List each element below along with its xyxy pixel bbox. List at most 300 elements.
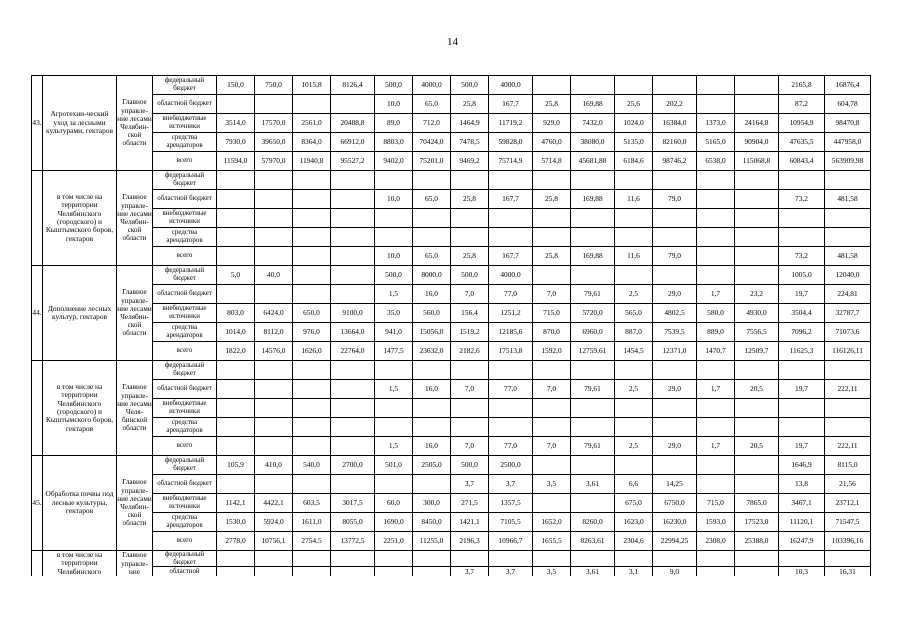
table-row xyxy=(32,567,871,577)
value-cell: 35,0 xyxy=(375,304,413,323)
value-cell xyxy=(331,418,375,437)
table-row xyxy=(32,133,871,152)
data-table xyxy=(31,75,871,576)
value-cell: 1611,0 xyxy=(293,513,331,532)
value-cell xyxy=(375,551,413,567)
value-cell xyxy=(615,551,653,567)
value-cell xyxy=(571,494,615,513)
value-cell xyxy=(735,76,779,95)
value-cell: 9469,2 xyxy=(451,152,489,171)
value-cell: 500,0 xyxy=(451,76,489,95)
value-cell: 25,8 xyxy=(451,247,489,266)
value-cell xyxy=(375,475,413,494)
value-cell: 75714,9 xyxy=(489,152,533,171)
value-cell xyxy=(615,418,653,437)
value-cell xyxy=(413,567,451,577)
value-cell: 25,8 xyxy=(451,95,489,114)
value-cell xyxy=(697,171,735,190)
value-cell: 7,0 xyxy=(451,285,489,304)
value-cell xyxy=(331,209,375,228)
value-cell xyxy=(697,247,735,266)
value-cell: 3514,0 xyxy=(217,114,255,133)
value-cell xyxy=(375,399,413,418)
value-cell xyxy=(451,551,489,567)
value-cell: 13664,0 xyxy=(331,323,375,342)
value-cell xyxy=(293,475,331,494)
value-cell xyxy=(653,171,697,190)
table-row xyxy=(32,494,871,513)
table-row xyxy=(32,361,871,380)
value-cell xyxy=(255,418,293,437)
value-cell: 5714,8 xyxy=(533,152,571,171)
value-cell: 2,5 xyxy=(615,437,653,456)
value-cell: 1,7 xyxy=(697,380,735,399)
value-cell xyxy=(413,418,451,437)
value-cell xyxy=(217,228,255,247)
value-cell xyxy=(533,171,571,190)
table-row xyxy=(32,152,871,171)
value-cell: 675,0 xyxy=(615,494,653,513)
executor: Главное управле-ние лесами Челя-бинской области xyxy=(117,361,153,456)
value-cell xyxy=(217,437,255,456)
value-cell: 14576,0 xyxy=(255,342,293,361)
value-cell xyxy=(825,171,871,190)
value-cell: 1,5 xyxy=(375,285,413,304)
activity-description: Агротехни-ческий уход за лесными культурами, гектаров xyxy=(43,76,117,171)
value-cell: 25388,0 xyxy=(735,532,779,551)
value-cell: 1519,2 xyxy=(451,323,489,342)
funding-source: всего xyxy=(153,247,217,266)
value-cell xyxy=(293,266,331,285)
value-cell: 167,7 xyxy=(489,247,533,266)
value-cell xyxy=(331,437,375,456)
value-cell xyxy=(653,209,697,228)
row-number xyxy=(32,361,43,456)
value-cell: 10,3 xyxy=(779,567,825,577)
value-cell: 59828,0 xyxy=(489,133,533,152)
value-cell xyxy=(255,209,293,228)
value-cell: 2,5 xyxy=(615,285,653,304)
value-cell: 16384,0 xyxy=(653,114,697,133)
funding-source: областной бюджет xyxy=(153,285,217,304)
value-cell: 3,7 xyxy=(489,567,533,577)
value-cell xyxy=(735,190,779,209)
value-cell: 4000,0 xyxy=(489,266,533,285)
value-cell xyxy=(331,285,375,304)
funding-source: внебюджетные источники xyxy=(153,304,217,323)
table-row xyxy=(32,437,871,456)
funding-source: федеральный бюджет xyxy=(153,171,217,190)
value-cell xyxy=(293,285,331,304)
value-cell: 7,0 xyxy=(533,437,571,456)
value-cell: 39650,0 xyxy=(255,133,293,152)
value-cell: 2778,0 xyxy=(217,532,255,551)
value-cell: 1,5 xyxy=(375,437,413,456)
value-cell xyxy=(217,171,255,190)
value-cell xyxy=(217,190,255,209)
value-cell: 150,0 xyxy=(217,76,255,95)
executor: Главное управле-ние лесами Челябин-ской области xyxy=(117,171,153,266)
value-cell xyxy=(825,228,871,247)
value-cell: 501,0 xyxy=(375,456,413,475)
row-number: 43. xyxy=(32,76,43,171)
funding-source: средства арендаторов xyxy=(153,418,217,437)
value-cell: 1593,0 xyxy=(697,513,735,532)
page-number: 14 xyxy=(447,36,458,48)
funding-source: внебюджетные источники xyxy=(153,494,217,513)
activity-description: в том числе на территории Челябинского xyxy=(43,551,117,577)
value-cell: 65,0 xyxy=(413,190,451,209)
value-cell xyxy=(331,266,375,285)
value-cell: 8364,0 xyxy=(293,133,331,152)
value-cell xyxy=(533,228,571,247)
table-row xyxy=(32,380,871,399)
value-cell: 1454,5 xyxy=(615,342,653,361)
value-cell: 12185,6 xyxy=(489,323,533,342)
table-row xyxy=(32,513,871,532)
value-cell: 3,1 xyxy=(615,567,653,577)
value-cell xyxy=(451,418,489,437)
value-cell: 8055,0 xyxy=(331,513,375,532)
value-cell xyxy=(697,76,735,95)
value-cell: 1530,0 xyxy=(217,513,255,532)
value-cell: 5924,0 xyxy=(255,513,293,532)
table-row xyxy=(32,228,871,247)
value-cell xyxy=(293,171,331,190)
value-cell: 16230,0 xyxy=(653,513,697,532)
table-row xyxy=(32,532,871,551)
value-cell: 1646,9 xyxy=(779,456,825,475)
value-cell: 2304,6 xyxy=(615,532,653,551)
value-cell: 116126,11 xyxy=(825,342,871,361)
value-cell xyxy=(413,228,451,247)
funding-source: федеральный бюджет xyxy=(153,76,217,95)
value-cell xyxy=(571,266,615,285)
value-cell xyxy=(533,399,571,418)
value-cell: 19,7 xyxy=(779,380,825,399)
value-cell: 13772,5 xyxy=(331,532,375,551)
value-cell: 11719,2 xyxy=(489,114,533,133)
value-cell: 7930,0 xyxy=(217,133,255,152)
value-cell xyxy=(331,551,375,567)
value-cell xyxy=(331,171,375,190)
value-cell: 887,0 xyxy=(615,323,653,342)
value-cell xyxy=(571,209,615,228)
value-cell xyxy=(331,190,375,209)
value-cell xyxy=(293,209,331,228)
value-cell: 2165,8 xyxy=(779,76,825,95)
value-cell xyxy=(615,456,653,475)
value-cell: 77,0 xyxy=(489,285,533,304)
value-cell: 25,8 xyxy=(533,190,571,209)
value-cell: 73,2 xyxy=(779,247,825,266)
value-cell: 1014,0 xyxy=(217,323,255,342)
funding-source: всего xyxy=(153,437,217,456)
value-cell: 29,0 xyxy=(653,380,697,399)
value-cell: 10954,9 xyxy=(779,114,825,133)
value-cell xyxy=(255,285,293,304)
value-cell xyxy=(533,266,571,285)
value-cell xyxy=(255,475,293,494)
value-cell xyxy=(255,380,293,399)
value-cell: 4760,0 xyxy=(533,133,571,152)
value-cell xyxy=(217,399,255,418)
value-cell: 7,0 xyxy=(533,380,571,399)
table-row xyxy=(32,190,871,209)
value-cell: 19,7 xyxy=(779,285,825,304)
value-cell: 2500,0 xyxy=(489,456,533,475)
value-cell: 11120,1 xyxy=(779,513,825,532)
value-cell xyxy=(413,361,451,380)
value-cell xyxy=(779,399,825,418)
value-cell: 889,0 xyxy=(697,323,735,342)
value-cell: 17570,0 xyxy=(255,114,293,133)
table-row xyxy=(32,247,871,266)
value-cell xyxy=(451,361,489,380)
value-cell: 712,0 xyxy=(413,114,451,133)
table-row xyxy=(32,399,871,418)
value-cell: 500,0 xyxy=(451,266,489,285)
value-cell xyxy=(653,399,697,418)
value-cell: 7,0 xyxy=(451,380,489,399)
value-cell: 16247,9 xyxy=(779,532,825,551)
value-cell: 23712,1 xyxy=(825,494,871,513)
value-cell: 77,0 xyxy=(489,437,533,456)
value-cell: 10,0 xyxy=(375,190,413,209)
value-cell: 22764,0 xyxy=(331,342,375,361)
value-cell: 11,6 xyxy=(615,247,653,266)
value-cell: 580,0 xyxy=(697,304,735,323)
value-cell xyxy=(735,228,779,247)
value-cell: 10966,7 xyxy=(489,532,533,551)
funding-source: всего xyxy=(153,152,217,171)
activity-description: Дополнение лесных культур, гектаров xyxy=(43,266,117,361)
value-cell: 115068,8 xyxy=(735,152,779,171)
value-cell: 1477,5 xyxy=(375,342,413,361)
value-cell: 1015,8 xyxy=(293,76,331,95)
value-cell xyxy=(615,399,653,418)
value-cell xyxy=(653,456,697,475)
funding-source: всего xyxy=(153,342,217,361)
funding-source: федеральный бюджет xyxy=(153,266,217,285)
value-cell: 715,0 xyxy=(697,494,735,513)
value-cell: 12509,7 xyxy=(735,342,779,361)
value-cell: 87,2 xyxy=(779,95,825,114)
table-row xyxy=(32,95,871,114)
value-cell xyxy=(825,418,871,437)
value-cell: 11940,8 xyxy=(293,152,331,171)
value-cell: 7865,0 xyxy=(735,494,779,513)
value-cell xyxy=(735,95,779,114)
row-number: 45. xyxy=(32,456,43,551)
value-cell: 11255,0 xyxy=(413,532,451,551)
value-cell: 65,0 xyxy=(413,95,451,114)
funding-source: всего xyxy=(153,532,217,551)
value-cell: 7539,5 xyxy=(653,323,697,342)
value-cell: 481,58 xyxy=(825,247,871,266)
value-cell: 3,7 xyxy=(451,475,489,494)
value-cell xyxy=(697,228,735,247)
value-cell: 4802,5 xyxy=(653,304,697,323)
value-cell: 7105,5 xyxy=(489,513,533,532)
value-cell xyxy=(735,361,779,380)
value-cell: 65,0 xyxy=(413,247,451,266)
value-cell: 563909,98 xyxy=(825,152,871,171)
value-cell xyxy=(331,567,375,577)
value-cell xyxy=(217,551,255,567)
value-cell: 500,0 xyxy=(375,266,413,285)
value-cell xyxy=(293,418,331,437)
row-number xyxy=(32,551,43,577)
value-cell: 103396,16 xyxy=(825,532,871,551)
value-cell: 1464,9 xyxy=(451,114,489,133)
value-cell xyxy=(533,494,571,513)
value-cell: 1251,2 xyxy=(489,304,533,323)
funding-source: средства арендаторов xyxy=(153,133,217,152)
value-cell xyxy=(533,76,571,95)
value-cell: 5,0 xyxy=(217,266,255,285)
value-cell xyxy=(615,76,653,95)
value-cell xyxy=(217,95,255,114)
row-number xyxy=(32,171,43,266)
value-cell xyxy=(653,418,697,437)
value-cell: 2561,0 xyxy=(293,114,331,133)
value-cell: 20,5 xyxy=(735,437,779,456)
value-cell: 1005,0 xyxy=(779,266,825,285)
value-cell: 715,0 xyxy=(533,304,571,323)
value-cell: 79,61 xyxy=(571,437,615,456)
value-cell: 650,0 xyxy=(293,304,331,323)
value-cell xyxy=(489,228,533,247)
value-cell: 79,61 xyxy=(571,380,615,399)
value-cell: 45681,88 xyxy=(571,152,615,171)
value-cell: 17523,0 xyxy=(735,513,779,532)
value-cell: 300,0 xyxy=(413,494,451,513)
value-cell: 1,5 xyxy=(375,380,413,399)
value-cell xyxy=(255,399,293,418)
value-cell: 410,0 xyxy=(255,456,293,475)
value-cell xyxy=(255,437,293,456)
value-cell: 2505,0 xyxy=(413,456,451,475)
value-cell xyxy=(653,228,697,247)
value-cell xyxy=(293,399,331,418)
value-cell: 1,7 xyxy=(697,437,735,456)
value-cell: 167,7 xyxy=(489,95,533,114)
value-cell: 11,6 xyxy=(615,190,653,209)
value-cell xyxy=(697,95,735,114)
value-cell: 1470,7 xyxy=(697,342,735,361)
value-cell: 5720,0 xyxy=(571,304,615,323)
value-cell: 57970,0 xyxy=(255,152,293,171)
value-cell: 803,0 xyxy=(217,304,255,323)
value-cell: 8803,0 xyxy=(375,133,413,152)
funding-source: средства арендаторов xyxy=(153,323,217,342)
value-cell xyxy=(217,475,255,494)
value-cell xyxy=(653,266,697,285)
value-cell: 79,0 xyxy=(653,190,697,209)
value-cell xyxy=(451,228,489,247)
value-cell xyxy=(615,171,653,190)
value-cell: 2,5 xyxy=(615,380,653,399)
value-cell: 604,78 xyxy=(825,95,871,114)
value-cell: 3,7 xyxy=(451,567,489,577)
value-cell: 105,9 xyxy=(217,456,255,475)
value-cell: 2754,5 xyxy=(293,532,331,551)
value-cell: 3,7 xyxy=(489,475,533,494)
value-cell xyxy=(697,418,735,437)
value-cell: 156,4 xyxy=(451,304,489,323)
value-cell xyxy=(571,171,615,190)
funding-source: областной бюджет xyxy=(153,475,217,494)
value-cell: 8263,61 xyxy=(571,532,615,551)
value-cell xyxy=(653,76,697,95)
row-number: 44. xyxy=(32,266,43,361)
value-cell xyxy=(571,418,615,437)
value-cell: 8115,0 xyxy=(825,456,871,475)
value-cell xyxy=(293,380,331,399)
funding-source: областной бюджет xyxy=(153,95,217,114)
value-cell xyxy=(375,171,413,190)
value-cell: 271,5 xyxy=(451,494,489,513)
value-cell: 16,0 xyxy=(413,285,451,304)
value-cell xyxy=(331,247,375,266)
value-cell xyxy=(779,171,825,190)
table-row xyxy=(32,171,871,190)
value-cell: 15056,0 xyxy=(413,323,451,342)
value-cell: 19,7 xyxy=(779,437,825,456)
value-cell: 1357,5 xyxy=(489,494,533,513)
executor: Главное управле-ние лесами Челябин-ской области xyxy=(117,456,153,551)
value-cell xyxy=(653,361,697,380)
value-cell xyxy=(375,228,413,247)
value-cell: 7478,5 xyxy=(451,133,489,152)
value-cell xyxy=(735,456,779,475)
value-cell xyxy=(293,361,331,380)
table-row xyxy=(32,418,871,437)
value-cell: 7556,5 xyxy=(735,323,779,342)
value-cell: 2251,0 xyxy=(375,532,413,551)
value-cell xyxy=(489,418,533,437)
value-cell: 6538,0 xyxy=(697,152,735,171)
value-cell: 1626,0 xyxy=(293,342,331,361)
value-cell: 5165,0 xyxy=(697,133,735,152)
value-cell xyxy=(735,418,779,437)
value-cell: 6960,0 xyxy=(571,323,615,342)
activity-description: Обработка почвы под лесные культуры, гектаров xyxy=(43,456,117,551)
value-cell: 9,0 xyxy=(653,567,697,577)
value-cell: 8260,0 xyxy=(571,513,615,532)
value-cell: 16,31 xyxy=(825,567,871,577)
value-cell: 8126,4 xyxy=(331,76,375,95)
value-cell xyxy=(293,567,331,577)
value-cell: 750,0 xyxy=(255,76,293,95)
value-cell xyxy=(697,551,735,567)
value-cell xyxy=(697,456,735,475)
value-cell xyxy=(533,209,571,228)
value-cell: 23,2 xyxy=(735,285,779,304)
value-cell xyxy=(571,361,615,380)
value-cell: 14,25 xyxy=(653,475,697,494)
value-cell: 60,0 xyxy=(375,494,413,513)
value-cell: 60843,4 xyxy=(779,152,825,171)
value-cell: 3,5 xyxy=(533,475,571,494)
table-row xyxy=(32,342,871,361)
value-cell xyxy=(217,567,255,577)
value-cell: 1373,0 xyxy=(697,114,735,133)
funding-source: внебюджетные источники xyxy=(153,399,217,418)
funding-source: средства арендаторов xyxy=(153,228,217,247)
value-cell xyxy=(735,551,779,567)
